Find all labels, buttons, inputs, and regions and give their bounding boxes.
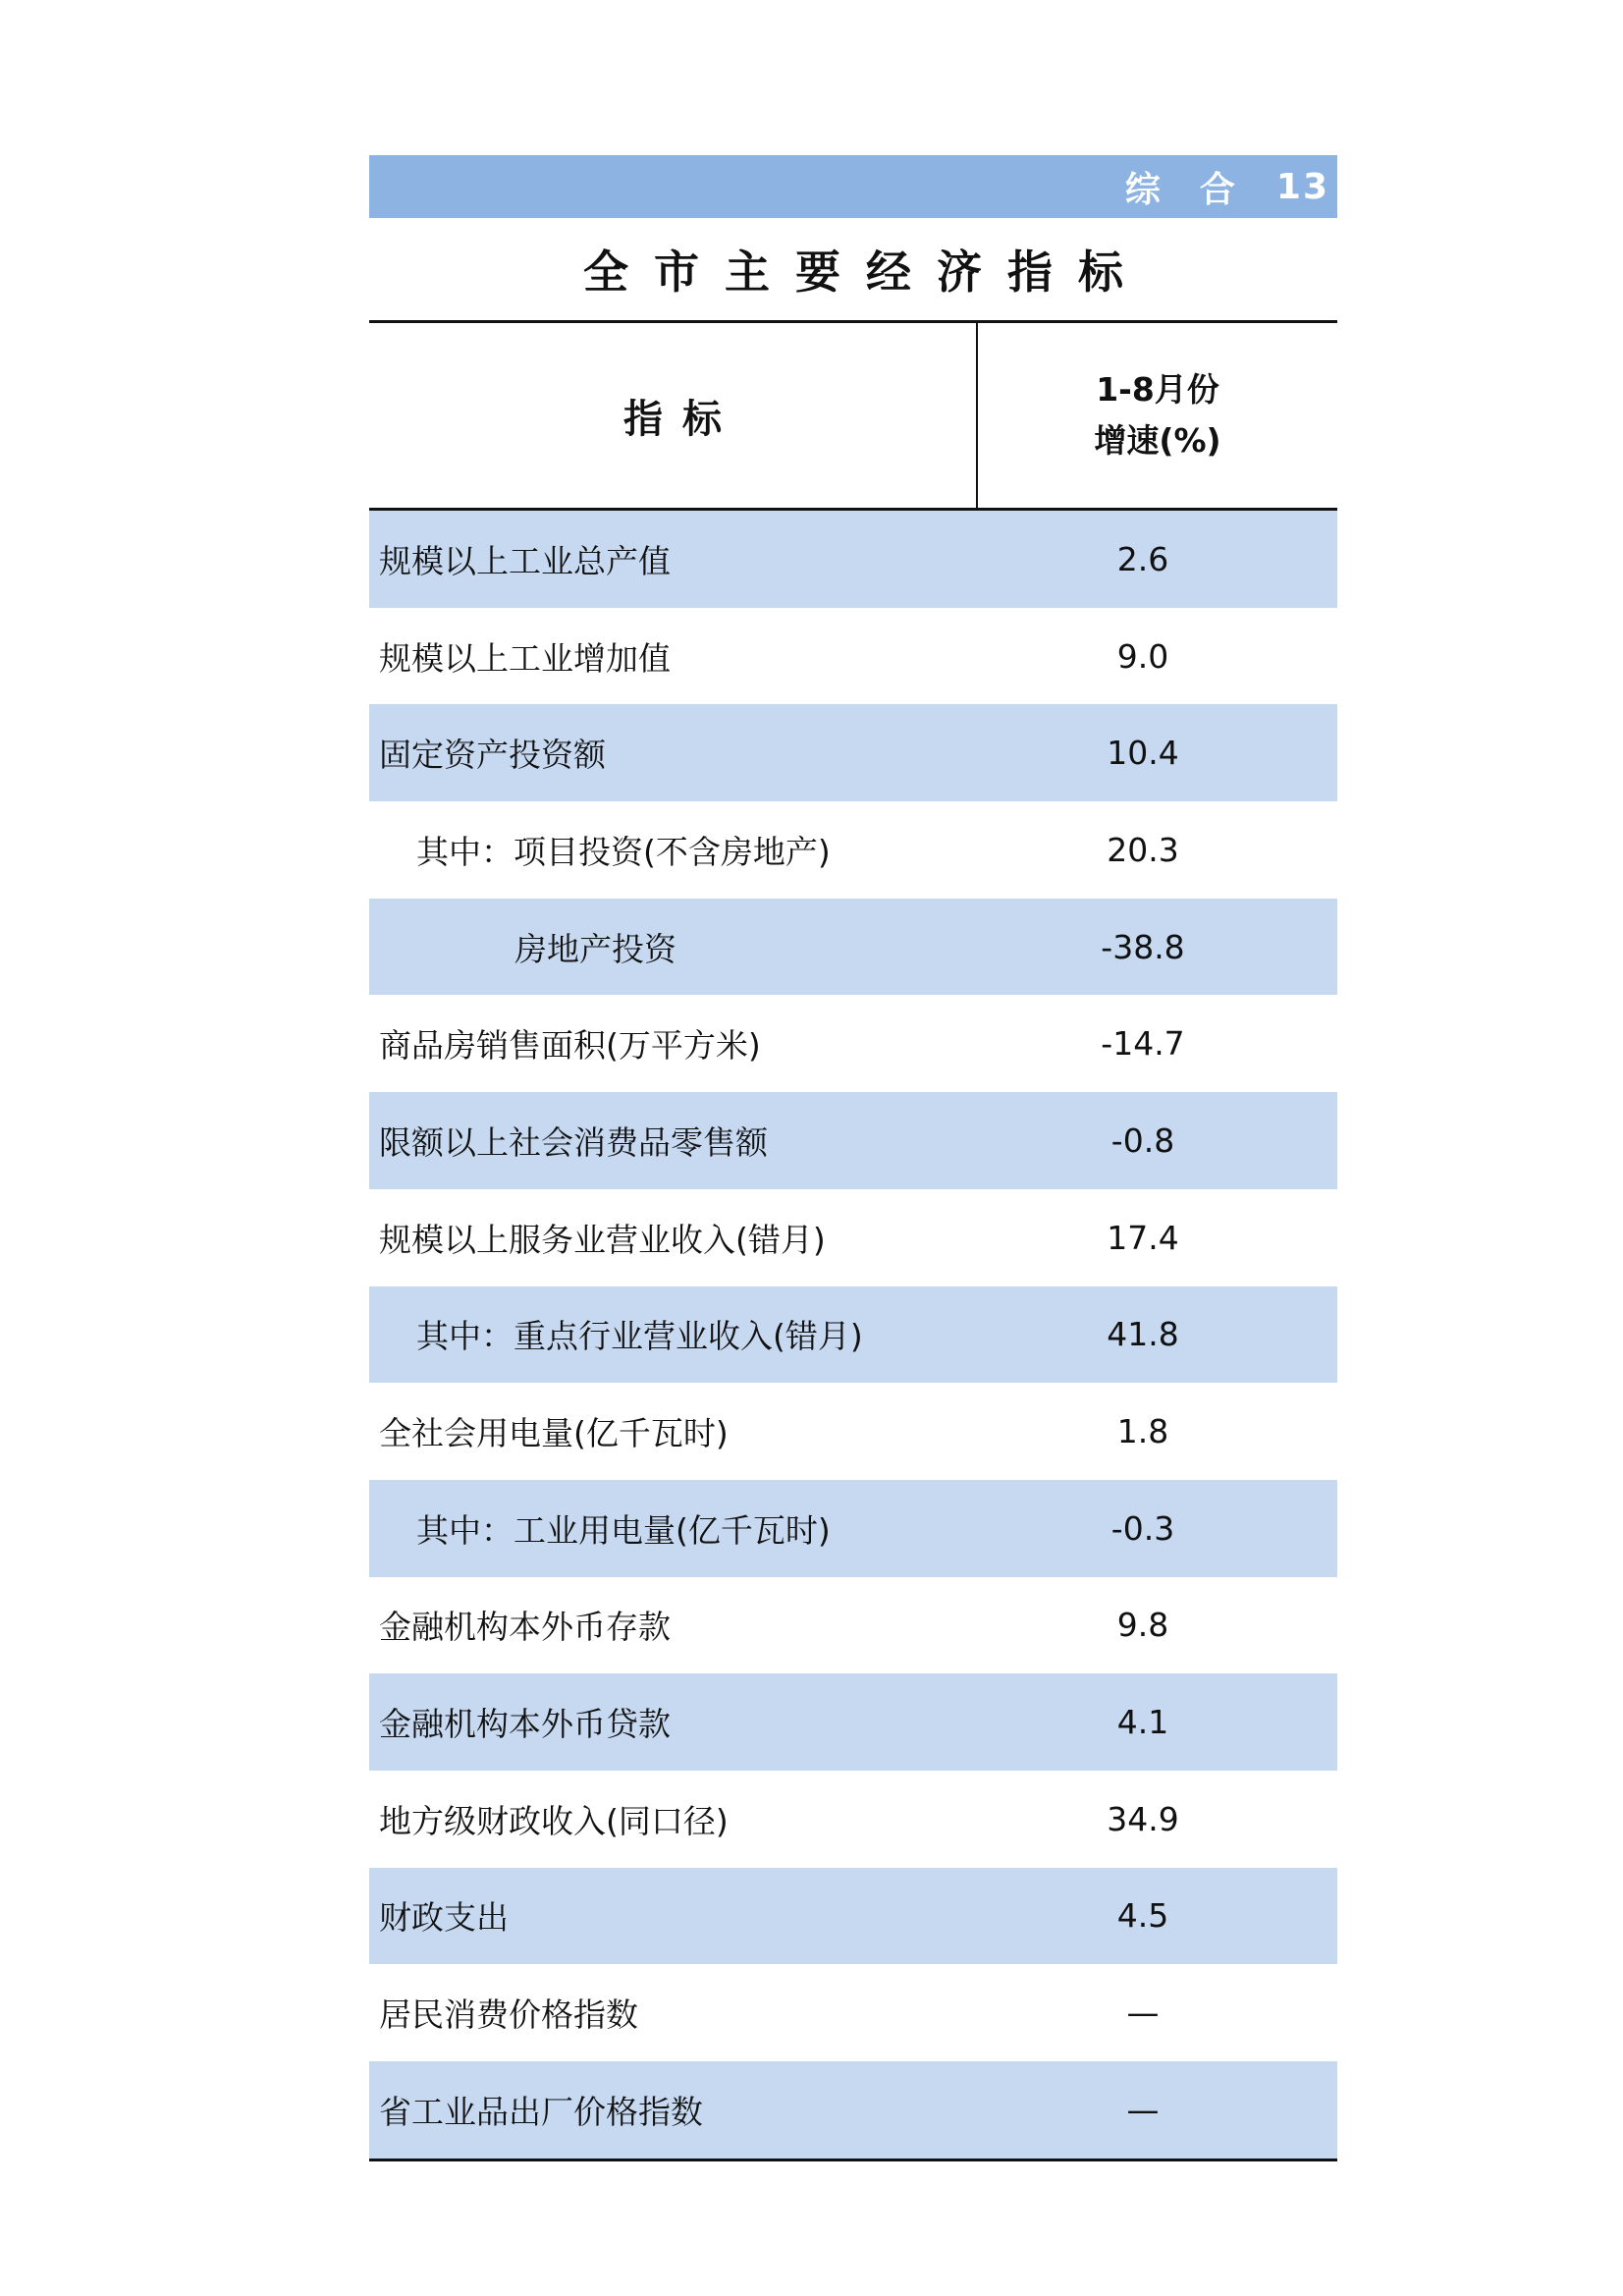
row-value: 10.4 (1107, 734, 1179, 773)
table-row (369, 1673, 1337, 1771)
row-label: 省工业品出厂价格指数 (379, 2092, 703, 2131)
table-row (369, 1577, 1337, 1674)
row-value: — (1126, 2090, 1160, 2129)
row-value: 4.1 (1116, 1703, 1169, 1742)
row-value: 9.8 (1116, 1606, 1169, 1645)
row-label: 商品房销售面积(万平方米) (379, 1026, 761, 1066)
page-title: 全市主要经济指标 (583, 246, 1149, 299)
table-row (369, 1092, 1337, 1189)
row-value: 41.8 (1107, 1315, 1179, 1354)
table-row (369, 1964, 1337, 2061)
row-value: 2.6 (1116, 539, 1169, 578)
column-header-growth (978, 323, 1337, 508)
row-label: 其中：重点行业营业收入(错月) (416, 1317, 863, 1356)
table-row (369, 1868, 1337, 1965)
row-label: 其中：工业用电量(亿千瓦时) (416, 1510, 831, 1550)
section-label: 综合 (1124, 169, 1274, 210)
row-value: — (1126, 1994, 1160, 2033)
row-label: 财政支出 (379, 1898, 509, 1938)
column-header-indicator: 指标 (369, 323, 978, 508)
table-row (369, 1286, 1337, 1384)
table-row (369, 608, 1337, 705)
table-row (369, 1383, 1337, 1480)
table-header (369, 323, 1337, 511)
column-header-period: 1-8月份 (1096, 370, 1219, 409)
row-label: 规模以上工业增加值 (379, 638, 671, 678)
table-row (369, 704, 1337, 801)
table-row (369, 801, 1337, 899)
table-row (369, 899, 1337, 996)
row-label: 其中：项目投资(不含房地产) (416, 832, 831, 871)
row-value: -14.7 (1101, 1024, 1185, 1064)
row-label: 房地产投资 (514, 929, 676, 968)
row-label: 规模以上服务业营业收入(错月) (379, 1220, 826, 1259)
row-value: 17.4 (1107, 1218, 1179, 1257)
row-label: 居民消费价格指数 (379, 1995, 638, 2035)
row-value: 1.8 (1116, 1412, 1169, 1451)
row-value: 34.9 (1107, 1799, 1179, 1838)
row-label: 地方级财政收入(同口径) (379, 1801, 729, 1840)
row-value: 20.3 (1107, 830, 1179, 869)
table-row (369, 1189, 1337, 1286)
row-label: 限额以上社会消费品零售额 (379, 1122, 768, 1162)
column-header-unit: 增速(%) (1094, 421, 1221, 460)
page-number: 13 (1275, 166, 1329, 207)
row-value: 4.5 (1116, 1896, 1169, 1936)
table-body (369, 511, 1337, 2159)
row-value: -0.8 (1110, 1121, 1175, 1160)
table-row (369, 995, 1337, 1092)
table-row (369, 2061, 1337, 2159)
row-label: 固定资产投资额 (379, 736, 606, 775)
table-row (369, 511, 1337, 608)
page (369, 155, 1337, 2161)
row-value: 9.0 (1116, 636, 1169, 676)
indicator-table (369, 320, 1337, 2161)
table-row (369, 1480, 1337, 1577)
section-header-band (369, 155, 1337, 218)
row-value: -0.3 (1110, 1508, 1175, 1548)
row-label: 规模以上工业总产值 (379, 541, 671, 580)
row-label: 金融机构本外币贷款 (379, 1705, 671, 1744)
row-label: 金融机构本外币存款 (379, 1608, 671, 1647)
row-value: -38.8 (1101, 927, 1185, 966)
row-label: 全社会用电量(亿千瓦时) (379, 1414, 729, 1453)
table-row (369, 1771, 1337, 1868)
